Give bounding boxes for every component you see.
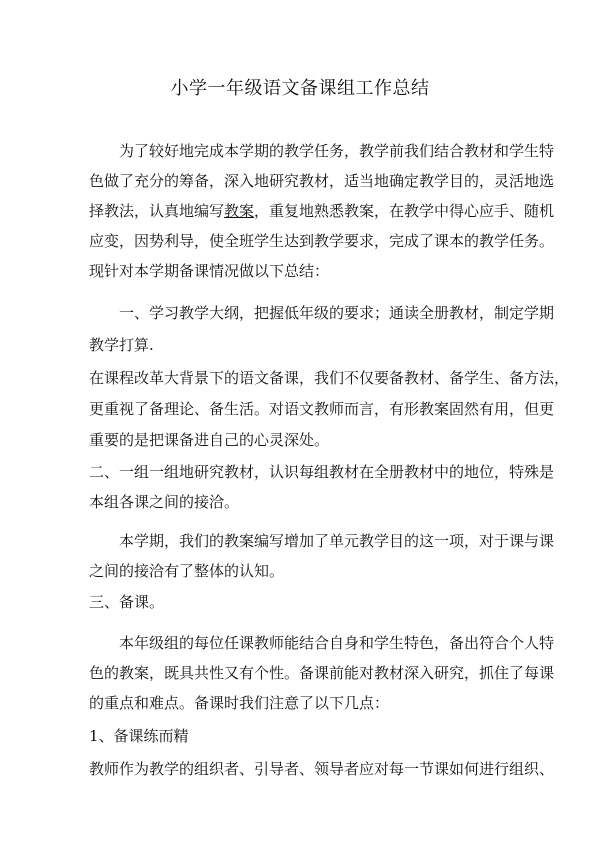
intro-line-3-text-b: ，重复地熟悉教案，在教学中得心应手、随机 [254,202,555,220]
paragraph-2-line-1: 在课程改革大背景下的语文备课，我们不仅要备教材、备学生、备方法， [89,369,570,387]
lesson-plan-link[interactable]: 教案 [224,202,255,220]
intro-line-3 [89,201,554,221]
paragraph-4-line-3: 的重点和难点。备课时我们注意了以下几点： [89,694,390,712]
intro-line-3-text-a: 择教法，认真地编写 [89,202,225,220]
paragraph-3-line-2: 之间的接洽有了整体的认知。 [89,562,285,580]
section-2-line-1: 二、一组一组地研究教材，认识每组教材在全册教材中的地位，特殊是 [89,463,555,481]
paragraph-4-line-2: 色的教案，既具共性又有个性。备课前能对教材深入研究，抓住了每课 [89,664,555,682]
paragraph-2-line-2: 更重视了备理论、备生活。对语文教师而言，有形教案固然有用，但更 [89,400,555,418]
paragraph-4-line-1: 本年级组的每位任课教师能结合自身和学生特色，备出符合个人特 [119,634,555,652]
document-title: 小学一年级语文备课组工作总结 [170,78,430,99]
section-1-line-1: 一、学习教学大纲，把握低年级的要求；通读全册教材，制定学期 [119,304,555,322]
section-3-heading: 三、备课。 [89,593,165,611]
intro-line-4: 应变，因势利导，使全班学生达到教学要求，完成了课本的教学任务。 [89,232,555,250]
paragraph-5-line-1: 教师作为教学的组织者、引导者、领导者应对每一节课如何进行组织、 [89,760,555,778]
intro-line-1: 为了较好地完成本学期的教学任务，教学前我们结合教材和学生特 [119,142,555,160]
paragraph-2-line-3: 重要的是把课备进自己的心灵深处。 [89,431,330,449]
intro-line-5: 现针对本学期备课情况做以下总结： [89,262,330,280]
paragraph-3-line-1: 本学期，我们的教案编写增加了单元教学目的这一项，对于课与课 [119,532,555,550]
intro-line-2: 色做了充分的筹备，深入地研究教材，适当地确定教学目的，灵活地选 [89,172,555,190]
section-2-line-2: 本组各课之间的接洽。 [89,493,240,511]
subsection-1-heading: 1、备课练而精 [89,727,189,745]
section-1-line-2: 教学打算. [89,336,154,354]
